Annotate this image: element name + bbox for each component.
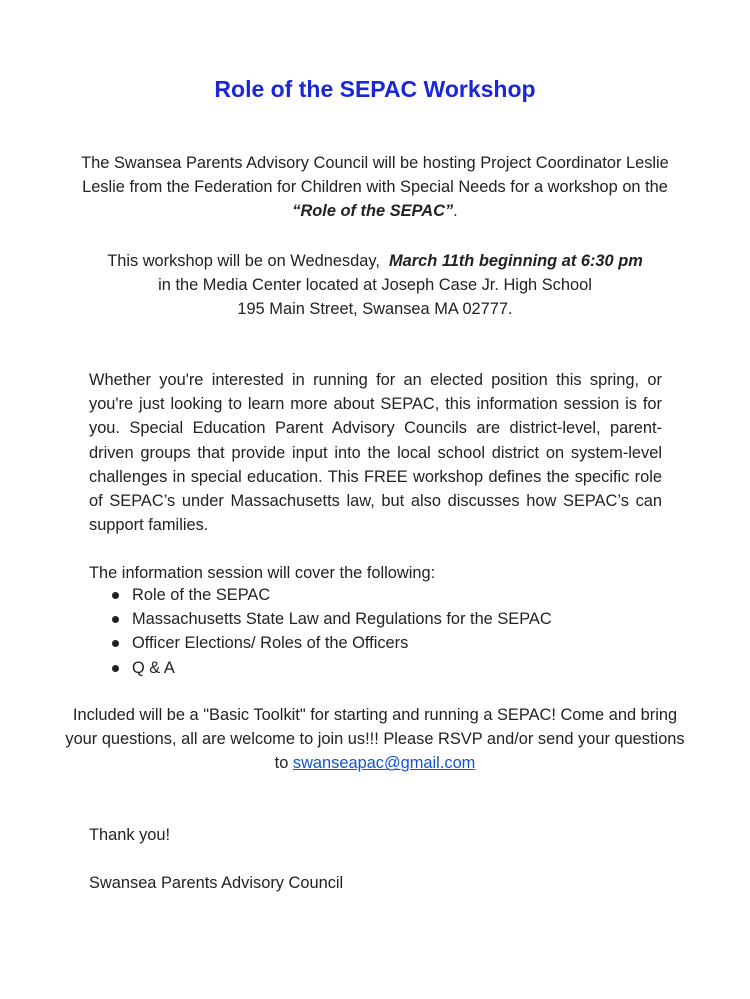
intro-paragraph: [60, 151, 690, 224]
list-item: [89, 656, 662, 680]
list-item: [89, 583, 662, 607]
document-title: Role of the SEPAC Workshop: [214, 76, 536, 102]
email-link[interactable]: swanseapac@gmail.com: [292, 754, 476, 773]
signoff-line: Swansea Parents Advisory Council: [89, 874, 344, 892]
schedule-paragraph: [60, 249, 690, 322]
list-item-label: Role of the SEPAC: [132, 586, 271, 604]
list-item-label: Q & A: [132, 658, 175, 677]
list-item-label: Officer Elections/ Roles of the Officers: [132, 634, 409, 653]
bullet-icon: [112, 640, 119, 647]
bullet-icon: [112, 616, 119, 623]
list-item: [89, 607, 662, 631]
schedule-lead: This workshop will be on Wednesday,: [107, 252, 389, 270]
intro-period: .: [453, 202, 458, 221]
list-item-label: Massachusetts State Law and Regulations for the SEPAC: [132, 610, 552, 629]
list-item: [89, 631, 662, 655]
closing-paragraph: [60, 703, 690, 776]
thanks-line: Thank you!: [89, 826, 171, 844]
schedule-date-line: [60, 249, 690, 273]
schedule-date-time: March 11th beginning at 6:30 pm: [389, 252, 643, 270]
intro-text: The Swansea Parents Advisory Council will be hosting Project Coordinator Leslie Leslie from the Federation for Children with Special Needs for a workshop on the: [81, 154, 669, 197]
schedule-address: 195 Main Street, Swansea MA 02777.: [237, 300, 513, 319]
bullet-icon: [112, 665, 119, 672]
description-paragraph: Whether you're interested in running for an elected position this spring, or you're just looking to learn more about SEPAC, this information session is for you. Special Education Parent Advisory Councils are district-level, parent-driven groups that provide input into the local school district on system-level challenges in special education. This FREE workshop defines the specific role of SEPAC’s under Massachusetts law, but also discusses how SEPAC’s can support families.: [89, 371, 662, 535]
bullet-icon: [112, 592, 119, 599]
coverage-list: [89, 583, 662, 680]
coverage-intro: The information session will cover the following:: [89, 564, 436, 582]
intro-emphasis: “Role of the SEPAC”: [292, 202, 454, 221]
closing-text: Included will be a "Basic Toolkit" for starting and running a SEPAC! Come and bring your questions, all are welcome to join us!!! Please RSVP and/or send your questions to: [65, 706, 685, 773]
schedule-location: in the Media Center located at Joseph Case Jr. High School: [158, 276, 592, 295]
